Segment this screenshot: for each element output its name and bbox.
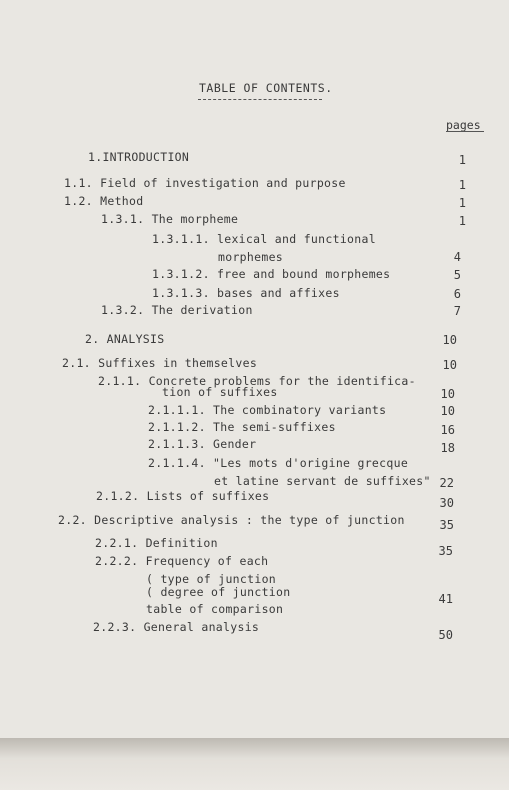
toc-entry: 2.1.1.3. Gender xyxy=(148,437,257,451)
toc-page-number: 41 xyxy=(438,592,453,606)
toc-page-number: 4 xyxy=(453,250,461,264)
toc-entry: 2.1.1.4. "Les mots d'origine grecque xyxy=(148,456,409,470)
toc-page-number: 50 xyxy=(438,628,453,642)
toc-page-number: 10 xyxy=(440,387,455,401)
toc-page-number: 10 xyxy=(440,404,455,418)
toc-entry: 1.3.2. The derivation xyxy=(101,303,253,317)
toc-entry: 2.1. Suffixes in themselves xyxy=(62,356,258,370)
toc-page-number: 16 xyxy=(440,423,455,437)
toc-page-number: 10 xyxy=(442,333,457,347)
toc-entry: 2. ANALYSIS xyxy=(85,332,165,346)
toc-entry: 2.1.2. Lists of suffixes xyxy=(96,489,270,503)
toc-page-number: 1 xyxy=(458,153,466,167)
pages-header-underline xyxy=(446,131,484,132)
toc-page-number: 18 xyxy=(440,441,455,455)
toc-page-number: 30 xyxy=(439,496,454,510)
toc-page-number: 35 xyxy=(439,518,454,532)
toc-page-number: 1 xyxy=(458,178,466,192)
toc-page-number: 7 xyxy=(453,304,461,318)
toc-entry: 2.1.1. Concrete problems for the identifica- xyxy=(98,374,416,388)
page-shadow xyxy=(0,738,509,790)
toc-entry: morphemes xyxy=(218,250,284,264)
toc-entry: table of comparison xyxy=(146,602,284,616)
toc-entry: 2.1.1.1. The combinatory variants xyxy=(148,403,387,417)
pages-column-header: pages xyxy=(446,118,481,132)
toc-entry: tion of suffixes xyxy=(162,385,278,399)
toc-entry: ( degree of junction xyxy=(146,585,291,599)
toc-page-number: 1 xyxy=(458,196,466,210)
toc-entry: et latine servant de suffixes" xyxy=(214,474,431,488)
page-title: TABLE OF CONTENTS. xyxy=(199,81,333,95)
toc-page-number: 6 xyxy=(453,287,461,301)
toc-entry: 1.3.1.1. lexical and functional xyxy=(152,232,376,246)
toc-entry: 2.2. Descriptive analysis : the type of junction xyxy=(58,513,405,527)
title-underline xyxy=(198,99,322,100)
toc-entry: 2.2.1. Definition xyxy=(95,536,218,550)
toc-entry: 1.3.1.2. free and bound morphemes xyxy=(152,267,391,281)
toc-entry: ( type of junction xyxy=(146,572,277,586)
toc-page-number: 10 xyxy=(442,358,457,372)
toc-entry: 1.INTRODUCTION xyxy=(88,150,190,164)
toc-entry: 1.1. Field of investigation and purpose xyxy=(64,176,346,190)
toc-entry: 2.1.1.2. The semi-suffixes xyxy=(148,420,336,434)
toc-page-number: 22 xyxy=(439,476,454,490)
toc-page-number: 1 xyxy=(458,214,466,228)
toc-page-number: 35 xyxy=(438,544,453,558)
toc-page-number: 5 xyxy=(453,268,461,282)
toc-entry: 1.3.1.3. bases and affixes xyxy=(152,286,340,300)
toc-entry: 1.2. Method xyxy=(64,194,144,208)
toc-entry: 2.2.2. Frequency of each xyxy=(95,554,269,568)
toc-entry: 1.3.1. The morpheme xyxy=(101,212,239,226)
toc-entry: 2.2.3. General analysis xyxy=(93,620,260,634)
